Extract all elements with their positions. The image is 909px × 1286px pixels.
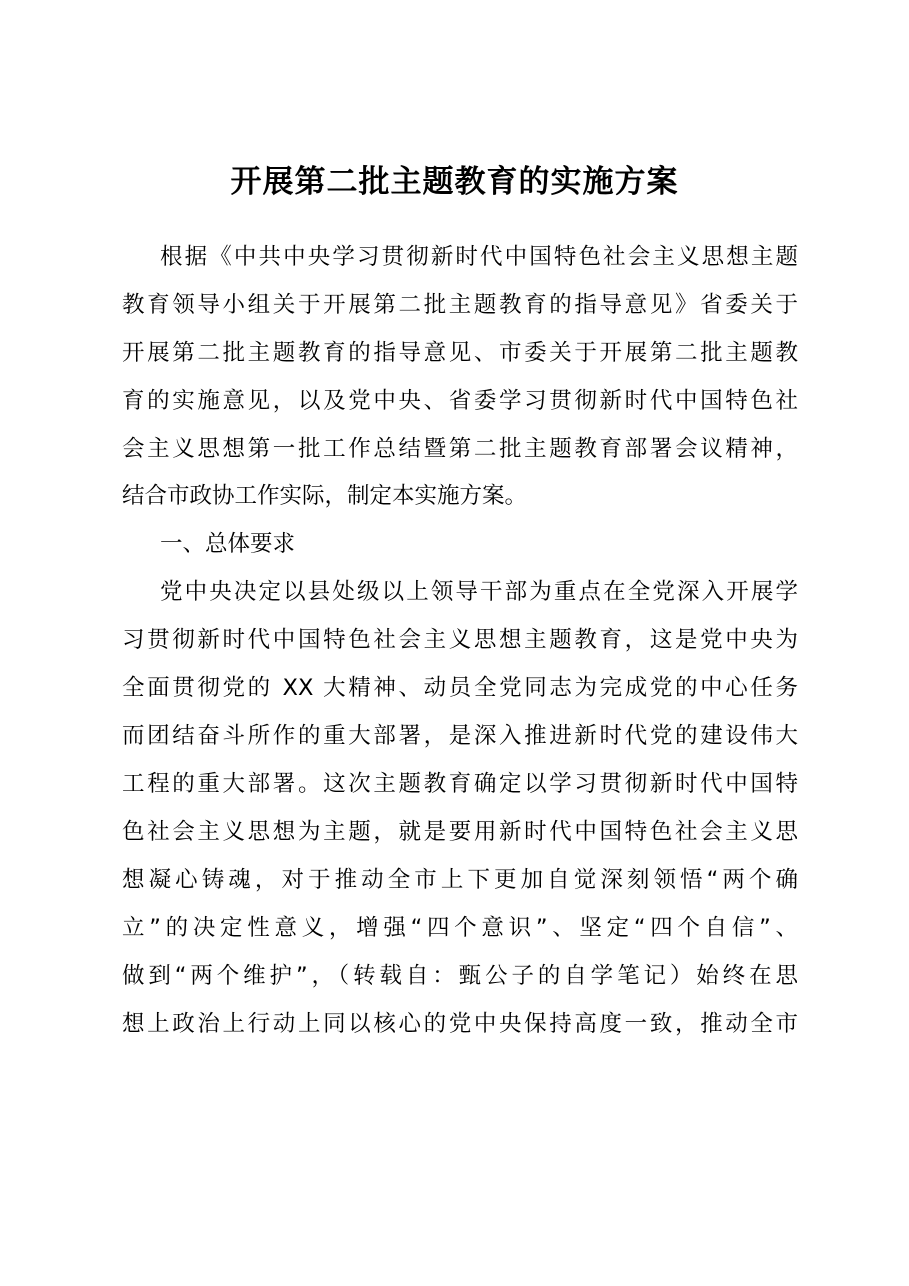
document-title: 开展第二批主题教育的实施方案 [230, 164, 679, 200]
paragraph-line: 教育领导小组关于开展第二批主题教育的指导意见》省委关于 [122, 292, 798, 318]
paragraph-line: 党中央决定以县处级以上领导干部为重点在全党深入开展学 [160, 579, 798, 605]
paragraph-line: 而团结奋斗所作的重大部署，是深入推进新时代党的建设伟大 [122, 723, 798, 749]
paragraph-line: 全面贯彻党的 XX 大精神、动员全党同志为完成党的中心任务 [122, 675, 798, 701]
paragraph-line: 会主义思想第一批工作总结暨第二批主题教育部署会议精神， [122, 436, 798, 462]
paragraph-line: 根据《中共中央学习贯彻新时代中国特色社会主义思想主题 [160, 244, 798, 270]
paragraph-line: 开展第二批主题教育的指导意见、市委关于开展第二批主题教 [122, 340, 798, 366]
paragraph-line: 习贯彻新时代中国特色社会主义思想主题教育，这是党中央为 [122, 627, 798, 653]
paragraph-line: 想上政治上行动上同以核心的党中央保持高度一致，推动全市 [122, 1011, 798, 1037]
paragraph-line: 想凝心铸魂，对于推动全市上下更加自觉深刻领悟“两个确 [122, 867, 798, 893]
paragraph-line: 做到“两个维护”，（转载自：甄公子的自学笔记）始终在思 [122, 963, 798, 989]
section-heading: 一、总体要求 [160, 531, 296, 557]
paragraph-line: 工程的重大部署。这次主题教育确定以学习贯彻新时代中国特 [122, 771, 798, 797]
paragraph-line: 立”的决定性意义，增强“四个意识”、坚定“四个自信”、 [122, 915, 798, 941]
paragraph-line: 色社会主义思想为主题，就是要用新时代中国特色社会主义思 [122, 819, 798, 845]
paragraph-line: 育的实施意见，以及党中央、省委学习贯彻新时代中国特色社 [122, 388, 798, 414]
paragraph-line: 结合市政协工作实际，制定本实施方案。 [122, 483, 528, 509]
